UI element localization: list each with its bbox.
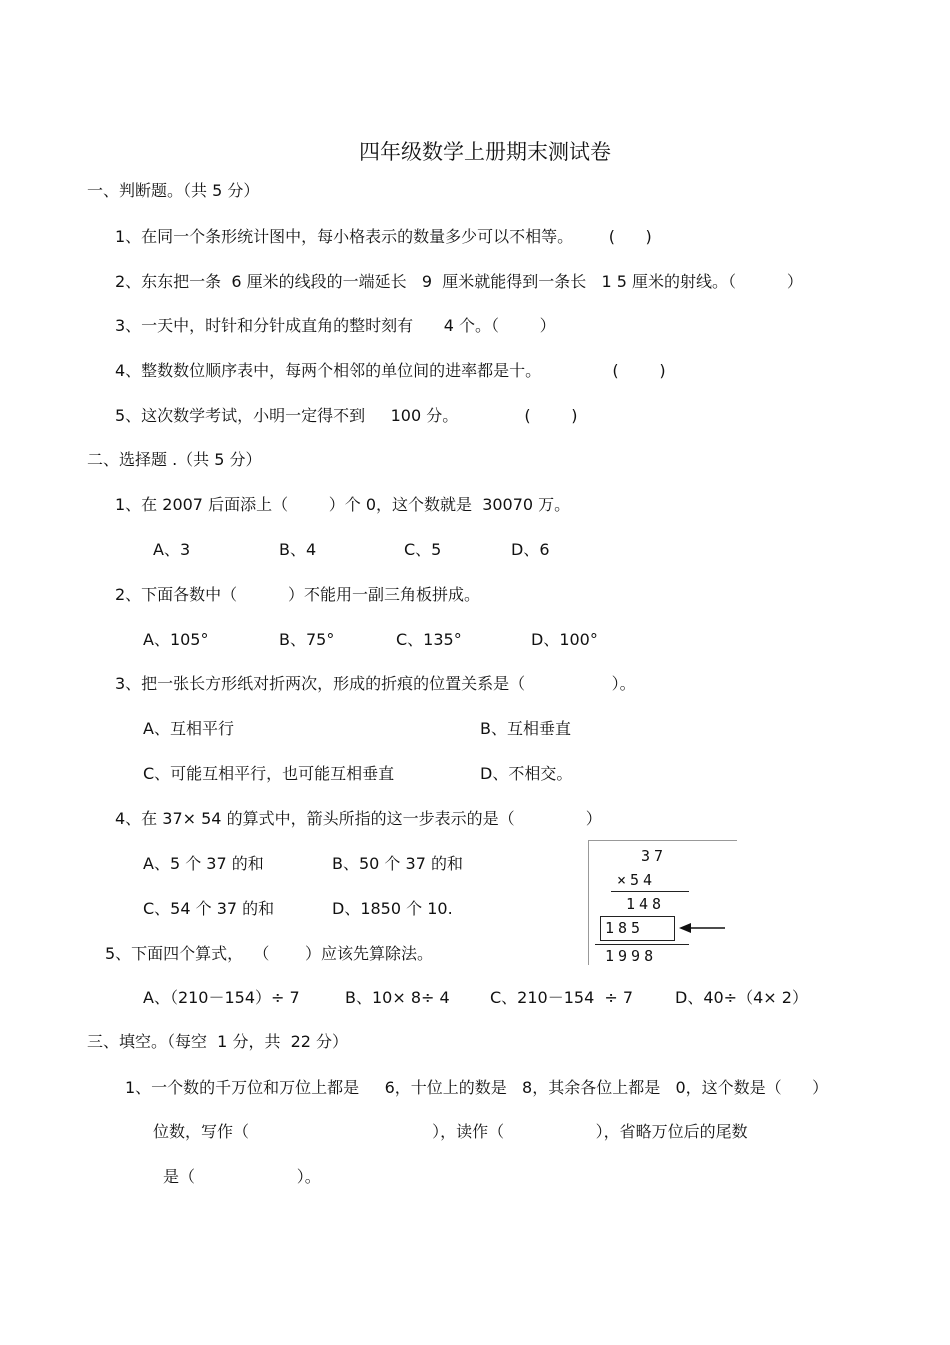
multiplication-figure <box>588 840 737 965</box>
arrow-left-icon <box>679 921 727 935</box>
product-result: 1998 <box>605 947 658 965</box>
choice-1-option-d: D、6 <box>511 540 550 559</box>
choice-4-option-a: A、5 个 37 的和 <box>143 854 264 873</box>
choice-question-3: 3、把一张长方形纸对折两次，形成的折痕的位置关系是（ ）。 <box>115 674 636 693</box>
choice-question-4: 4、在 37× 54 的算式中，箭头所指的这一步表示的是（ ） <box>115 809 602 828</box>
partial-product-1: 148 <box>626 895 666 913</box>
choice-question-2: 2、下面各数中（ ）不能用一副三角板拼成。 <box>115 585 481 604</box>
judgment-item-4: 4、整数数位顺序表中，每两个相邻的单位间的进率都是十。 ( ) <box>115 361 666 380</box>
choice-1-option-c: C、5 <box>404 540 442 559</box>
choice-2-option-d: D、100° <box>531 630 598 649</box>
choice-2-option-c: C、135° <box>396 630 462 649</box>
choice-4-option-b: B、50 个 37 的和 <box>332 854 463 873</box>
fill-question-1-line-3: 是（ ）。 <box>163 1167 321 1186</box>
multiplier: ×54 <box>617 871 657 889</box>
judgment-item-5: 5、这次数学考试，小明一定得不到 100 分。 ( ) <box>115 406 578 425</box>
section-heading-judgment: 一、判断题。（共 5 分） <box>87 181 260 200</box>
partial-product-2: 185 <box>605 919 645 937</box>
choice-5-option-b: B、10× 8÷ 4 <box>345 988 450 1007</box>
choice-5-option-c: C、210－154 ÷ 7 <box>490 988 634 1007</box>
judgment-item-2: 2、东东把一条 6 厘米的线段的一端延长 9 厘米就能得到一条长 1 5 厘米的射线。（ ） <box>115 272 803 291</box>
section-heading-choice: 二、选择题 .（共 5 分） <box>87 450 262 469</box>
choice-question-1: 1、在 2007 后面添上（ ）个 0，这个数就是 30070 万。 <box>115 495 571 514</box>
choice-3-option-d: D、不相交。 <box>480 764 573 783</box>
choice-1-option-a: A、3 <box>153 540 191 559</box>
page-title: 四年级数学上册期末测试卷 <box>359 140 611 164</box>
choice-2-option-b: B、75° <box>279 630 335 649</box>
choice-3-option-a: A、互相平行 <box>143 719 234 738</box>
fill-question-1-line-2: 位数，写作（ ），读作（ ），省略万位后的尾数 <box>153 1122 748 1141</box>
choice-4-option-d: D、1850 个 10. <box>332 899 453 918</box>
choice-4-option-c: C、54 个 37 的和 <box>143 899 275 918</box>
judgment-item-3: 3、一天中，时针和分针成直角的整时刻有 4 个。（ ） <box>115 316 556 335</box>
judgment-item-1: 1、在同一个条形统计图中，每小格表示的数量多少可以不相等。 ( ) <box>115 227 652 246</box>
multiplication-line-2 <box>595 944 689 945</box>
choice-question-5: 5、下面四个算式， （ ）应该先算除法。 <box>105 944 433 963</box>
section-heading-fill: 三、填空。（每空 1 分，共 22 分） <box>87 1032 349 1051</box>
choice-3-option-c: C、可能互相平行，也可能互相垂直 <box>143 764 395 783</box>
choice-2-option-a: A、105° <box>143 630 209 649</box>
choice-3-option-b: B、互相垂直 <box>480 719 571 738</box>
choice-1-option-b: B、4 <box>279 540 317 559</box>
choice-5-option-a: A、（210－154）÷ 7 <box>143 988 300 1007</box>
multiplicand: 37 <box>641 847 668 865</box>
multiplication-line-1 <box>611 891 689 892</box>
fill-question-1-line-1: 1、一个数的千万位和万位上都是 6，十位上的数是 8，其余各位上都是 0，这个数是（ ） <box>125 1078 829 1097</box>
choice-5-option-d: D、40÷（4× 2） <box>675 988 808 1007</box>
